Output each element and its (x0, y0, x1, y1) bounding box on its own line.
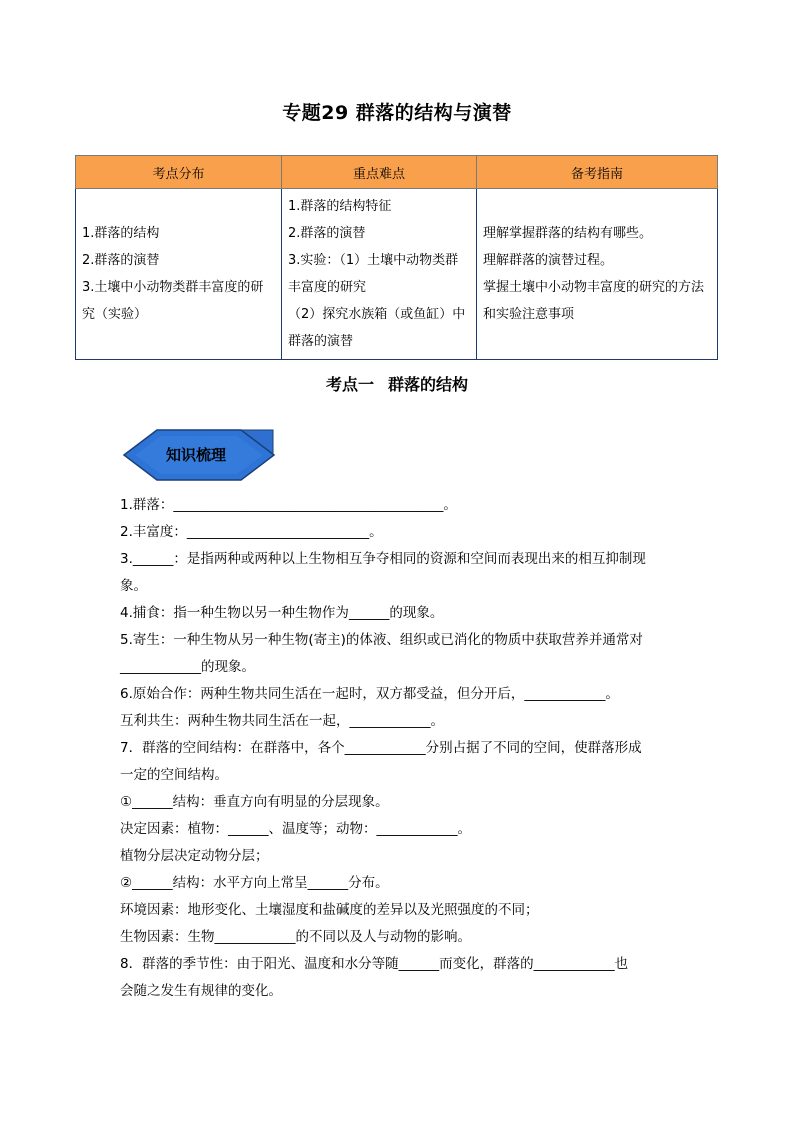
header-key-difficulties: 重点难点 (282, 156, 477, 189)
list-item: 1.群落的结构 (82, 226, 160, 241)
exam-points-cell (76, 189, 282, 360)
content-line: 8．群落的季节性：由于阳光、温度和水分等随______而变化，群落的____________也 (120, 956, 629, 972)
content-line: 3.______：是指两种或两种以上生物相互争夺相同的资源和空间而表现出来的相互抑制现 (120, 551, 646, 567)
list-item: （2）探究水族箱（或鱼缸）中群落的演替 (288, 307, 466, 349)
content-line: 6.原始合作：两种生物共同生活在一起时，双方都受益，但分开后，____________。 (120, 686, 619, 702)
list-item: 3.土壤中小动物类群丰富度的研究（实验） (82, 280, 264, 322)
content-line: 生物因素：生物____________的不同以及人与动物的影响。 (120, 929, 471, 945)
study-guide-cell (477, 189, 718, 360)
list-item: 2.群落的演替 (288, 226, 366, 241)
section-heading (0, 372, 794, 395)
content-line: 5.寄生：一种生物从另一种生物(寄主)的体液、组织或已消化的物质中获取营养并通常对 (120, 632, 643, 648)
knowledge-content (120, 492, 680, 1005)
content-line: 植物分层决定动物分层； (120, 848, 269, 864)
list-item: 3.实验：（1）土壤中动物类群丰富度的研究 (288, 253, 459, 295)
content-line: 象。 (120, 578, 147, 594)
content-line: ①______结构：垂直方向有明显的分层现象。 (120, 794, 389, 810)
key-difficulties-cell (282, 189, 477, 360)
content-line: 决定因素：植物：______、温度等；动物：____________。 (120, 821, 471, 837)
list-item: 2.群落的演替 (82, 253, 160, 268)
content-line: 1.群落：________________________________________。 (120, 497, 457, 513)
header-exam-points: 考点分布 (76, 156, 282, 189)
content-line: 2.丰富度：___________________________。 (120, 524, 383, 540)
content-line: 会随之发生有规律的变化。 (120, 983, 282, 999)
content-line: 一定的空间结构。 (120, 767, 228, 783)
content-line: 互利共生：两种生物共同生活在一起，____________。 (120, 713, 444, 729)
list-item: 1.群落的结构特征 (288, 199, 392, 214)
table-header-row (76, 156, 718, 189)
list-item: 理解掌握群落的结构有哪些。 (483, 226, 653, 241)
page-title: 专题29 群落的结构与演替 (282, 102, 512, 124)
section-label: 考点一 (325, 375, 374, 394)
content-line: ②______结构：水平方向上常呈______分布。 (120, 875, 389, 891)
badge-label: 知识梳理 (165, 446, 226, 464)
overview-table (75, 155, 718, 360)
content-line: 环境因素：地形变化、土壤湿度和盐碱度的差异以及光照强度的不同； (120, 902, 539, 918)
content-line: ____________的现象。 (120, 659, 255, 675)
content-line: 4.捕食：指一种生物以另一种生物作为______的现象。 (120, 605, 444, 621)
content-line: 7．群落的空间结构：在群落中，各个____________分别占据了不同的空间，使群落形成 (120, 740, 642, 756)
table-row (76, 189, 718, 360)
section-name: 群落的结构 (388, 375, 469, 394)
list-item: 掌握土壤中小动物丰富度的研究的方法和实验注意事项 (483, 280, 705, 322)
knowledge-badge (121, 428, 277, 482)
header-study-guide: 备考指南 (477, 156, 718, 189)
list-item: 理解群落的演替过程。 (483, 253, 614, 268)
